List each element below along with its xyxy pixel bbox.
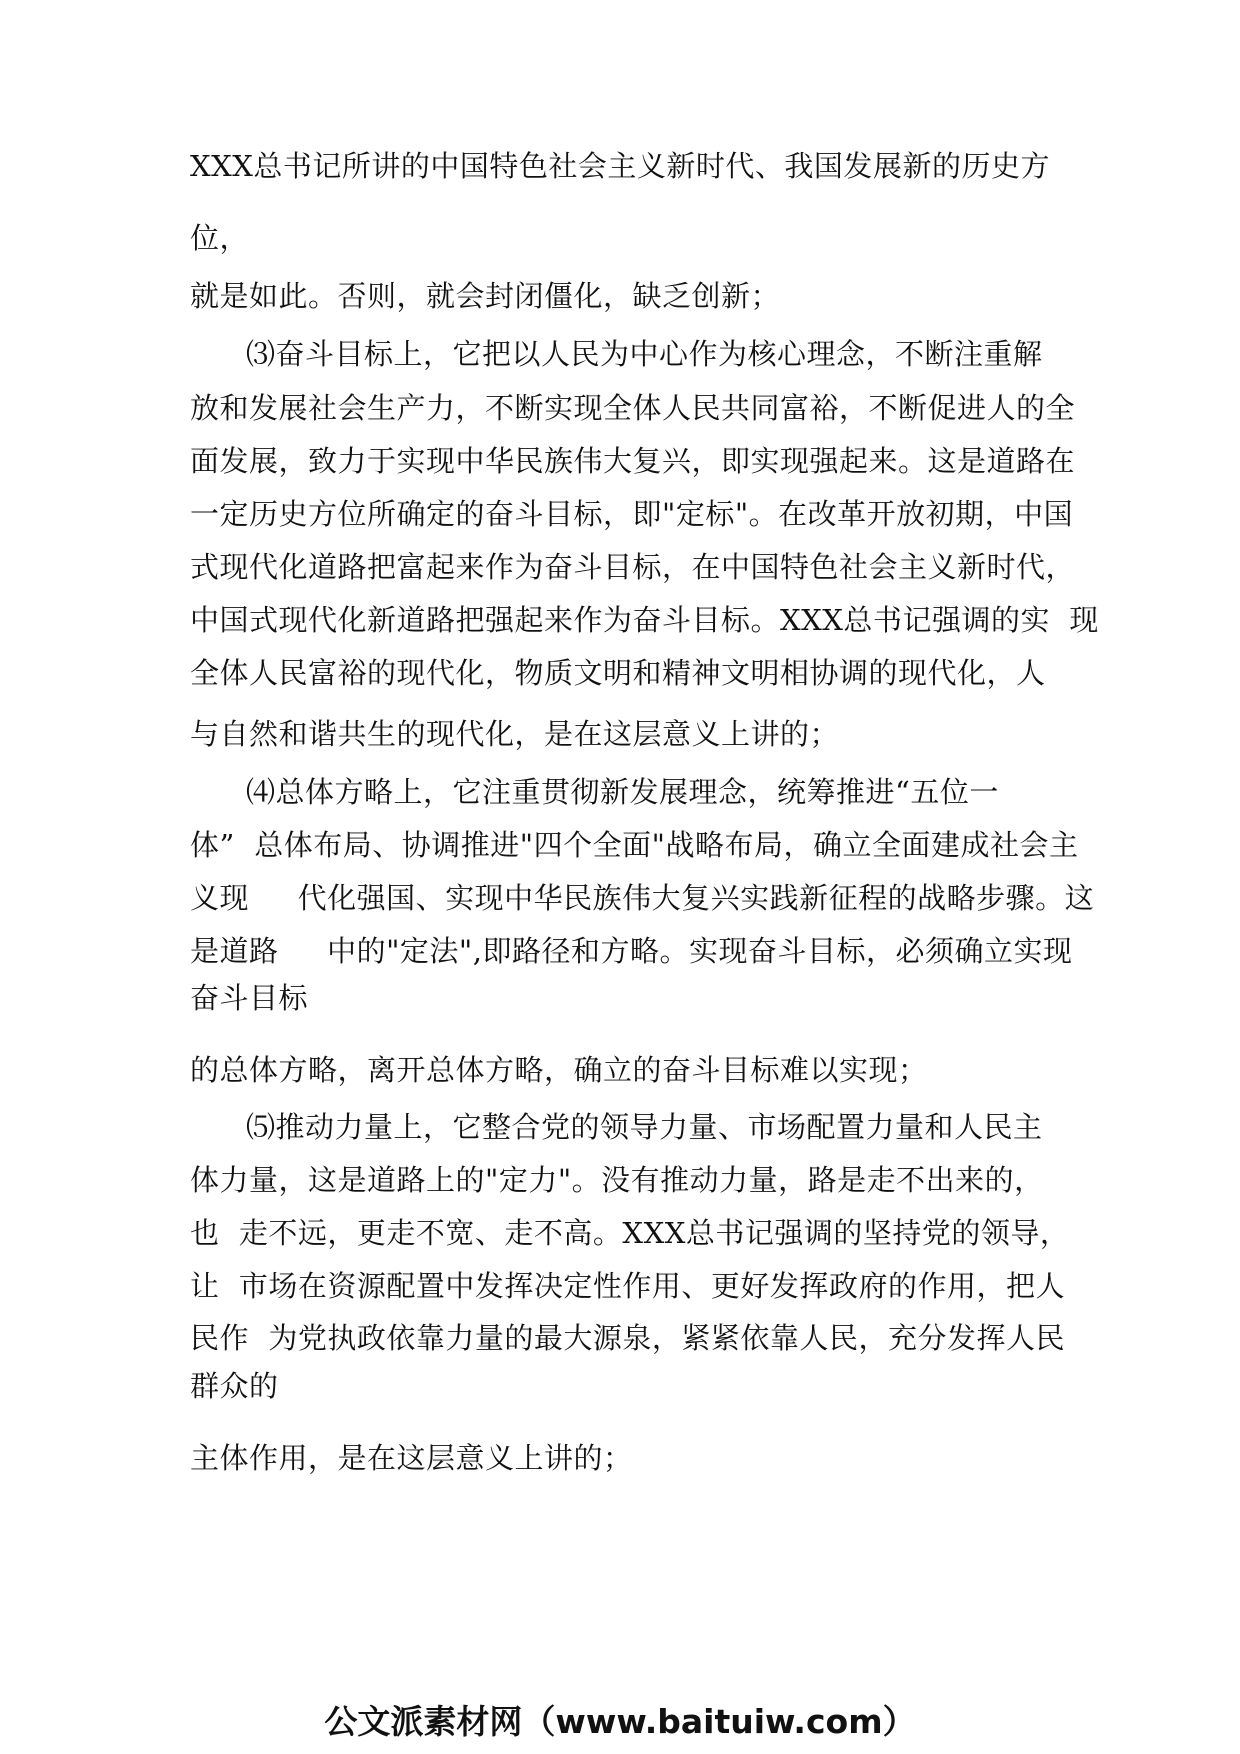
text-line: 就是如此。否则，就会封闭僵化，缺乏创新； bbox=[190, 279, 781, 313]
text-line: 民作 为党执政依靠力量的最大源泉，紧紧依靠人民，充分发挥人民 bbox=[190, 1321, 1065, 1355]
text-line: 中国式现代化新道路把强起来作为奋斗目标。XXX总书记强调的实 现 bbox=[190, 603, 1099, 637]
text-line: 主体作用，是在这层意义上讲的； bbox=[190, 1441, 633, 1475]
text-line: 是道路 中的"定法",即路径和方略。实现奋斗目标，必须确立实现 bbox=[190, 934, 1073, 968]
text-line: 奋斗目标 bbox=[190, 981, 309, 1015]
text-line: 让 市场在资源配置中发挥决定性作用、更好发挥政府的作用，把人 bbox=[190, 1269, 1065, 1303]
text-line: 与自然和谐共生的现代化，是在这层意义上讲的； bbox=[190, 717, 840, 751]
text-line: 也 走不远，更走不宽、走不高。XXX总书记强调的坚持党的领导， bbox=[190, 1216, 1070, 1250]
text-line: 的总体方略，离开总体方略，确立的奋斗目标难以实现； bbox=[190, 1053, 928, 1087]
paragraph-4-first-line: ⑷总体方略上，它注重贯彻新发展理念，统筹推进“五位一 bbox=[246, 775, 999, 809]
text-line: 位， bbox=[190, 221, 250, 255]
text-line: XXX总书记所讲的中国特色社会主义新时代、我国发展新的历史方 bbox=[190, 149, 1050, 183]
text-line: 面发展，致力于实现中华民族伟大复兴，即实现强起来。这是道路在 bbox=[190, 444, 1076, 478]
footer-source: 公文派素材网（www.baituiw.com） bbox=[324, 1702, 916, 1741]
text-line: 义现 代化强国、实现中华民族伟大复兴实践新征程的战略步骤。这 bbox=[190, 881, 1095, 915]
text-line: 一定历史方位所确定的奋斗目标，即"定标"。在改革开放初期，中国 bbox=[190, 497, 1074, 531]
paragraph-5-first-line: ⑸推动力量上，它整合党的领导力量、市场配置力量和人民主 bbox=[246, 1110, 1043, 1144]
text-line: 式现代化道路把富起来作为奋斗目标，在中国特色社会主义新时代， bbox=[190, 550, 1076, 584]
text-line: 体力量，这是道路上的"定力"。没有推动力量，路是走不出来的， bbox=[190, 1163, 1044, 1197]
text-line: 全体人民富裕的现代化，物质文明和精神文明相协调的现代化，人 bbox=[190, 656, 1046, 690]
text-line: 放和发展社会生产力，不断实现全体人民共同富裕，不断促进人的全 bbox=[190, 391, 1076, 425]
text-line: 体” 总体布局、协调推进"四个全面"战略布局，确立全面建成社会主 bbox=[190, 828, 1079, 862]
paragraph-3-first-line: ⑶奋斗目标上，它把以人民为中心作为核心理念，不断注重解 bbox=[246, 337, 1043, 371]
text-line: 群众的 bbox=[190, 1369, 279, 1403]
